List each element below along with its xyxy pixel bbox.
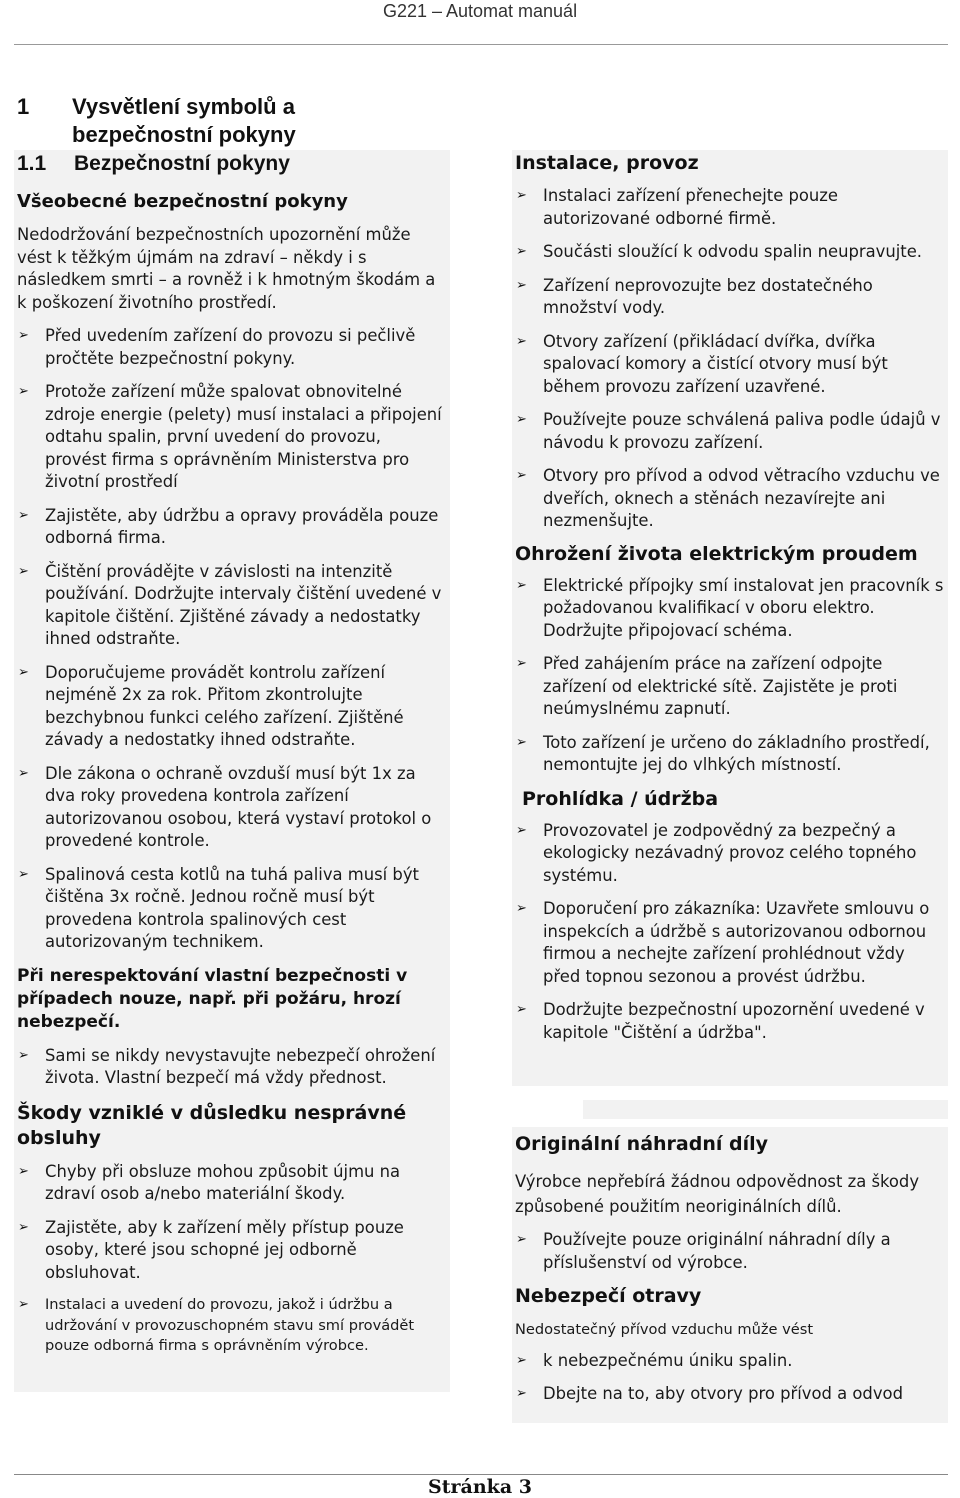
- inspection-title: Prohlídka / údržba: [522, 787, 719, 810]
- bullet-arrow-icon: ➢: [18, 563, 29, 579]
- left-column: [14, 150, 450, 1392]
- emergency-danger-title: Při nerespektování vlastní bezpečnosti v případech nouze, např. při požáru, hrozí nebezpečí.: [17, 965, 408, 1032]
- list-item: ➢ Spalinová cesta kotlů na tuhá paliva musí být čištěna 3x ročně. Jednou ročně musí být provedena kontrola spalinových cest autorizovaným technikem.: [18, 864, 419, 951]
- bullet-arrow-icon: ➢: [516, 577, 527, 593]
- list-item: ➢ Toto zařízení je určeno do základního prostředí, nemontujte jej do vlhkých místností.: [516, 732, 930, 774]
- list-item: ➢ Elektrické přípojky smí instalovat jen pracovník s požadovanou kvalifikací v oboru elektro. Dodržujte připojovací schéma.: [516, 575, 944, 640]
- bullet-arrow-icon: ➢: [516, 188, 527, 203]
- bullet-arrow-icon: ➢: [18, 384, 29, 399]
- list-item: ➢ Dbejte na to, aby otvory pro přívod a odvod: [515, 1383, 944, 1406]
- section-title: Vysvětlení symbolů a bezpečnostní pokyny: [72, 94, 296, 147]
- section-heading: [17, 93, 437, 149]
- list-item: ➢ Instalaci a uvedení do provozu, jakož i údržbu a udržování v provozuschopném stavu smí provádět pouze odborná firma s oprávněním výrobce.: [18, 1296, 415, 1354]
- bullet-arrow-icon: ➢: [516, 1386, 527, 1401]
- list-item: ➢ Otvory zařízení (přikládací dvířka, dvířka spalovací komory a čistící otvory musí být během provozu zařízení uzavřené.: [516, 331, 888, 396]
- electric-danger-title: Ohrožení života elektrickým proudem: [515, 542, 918, 565]
- spare-parts-intro: Výrobce nepřebírá žádnou odpovědnost za škody způsobené použitím neoriginálních dílů.: [515, 1172, 920, 1216]
- poisoning-intro: Nedostatečný přívod vzduchu může vést: [515, 1321, 814, 1338]
- list-item: ➢ Provozovatel je zodpovědný za bezpečný a ekologicky nezávadný provoz celého topného systému.: [516, 820, 917, 885]
- spare-parts-title: Originální náhradní díly: [515, 1133, 768, 1155]
- spare-parts-list: [515, 1229, 944, 1274]
- list-item: ➢ Doporučujeme provádět kontrolu zařízení nejméně 2x za rok. Přitom zkontrolujte bezchybnou funkci celého zařízení. Zjištěné závady a nedostatky ihned odstraňte.: [18, 662, 404, 749]
- list-item: ➢ Otvory pro přívod a odvod větracího vzduchu ve dveřích, oknech a stěnách nezavírejte ani nezmenšujte.: [516, 466, 940, 530]
- list-item: ➢ Před zahájením práce na zařízení odpojte zařízení od elektrické sítě. Zajistěte je proti neúmyslnému zapnutí.: [516, 654, 898, 718]
- subsection-heading: [17, 150, 446, 178]
- subsection-number: 1.1: [17, 152, 47, 175]
- list-item: ➢ Součásti sloužící k odvodu spalin neupravujte.: [515, 241, 944, 264]
- bullet-arrow-icon: ➢: [18, 866, 29, 882]
- bullet-arrow-icon: ➢: [18, 664, 29, 680]
- list-item: ➢ Instalaci zařízení přenechejte pouze autorizované odborné firmě.: [516, 186, 838, 228]
- list-item: ➢ Protože zařízení může spalovat obnovitelné zdroje energie (pelety) musí instalaci a připojení odtahu spalin, první uvedení do provozu, provést firma s oprávněním Ministerstva pro životní prostředí: [18, 382, 442, 491]
- list-item: ➢ Doporučení pro zákazníka: Uzavřete smlouvu o inspekcích a údržbě s autorizovanou odbornou firmou a nechejte zařízení prohlédnout vždy před topnou sezonou a provést údržbu.: [516, 899, 930, 986]
- document-header-title: G221 – Automat manuál: [382, 1, 578, 21]
- install-list: [515, 185, 944, 533]
- list-item: ➢ Používejte pouze originální náhradní díly a příslušenství od výrobce.: [516, 1230, 891, 1272]
- page-number: Stránka 3: [428, 1476, 532, 1498]
- list-item: ➢ Dodržujte bezpečnostní upozornění uvedené v kapitole "Čištění a údržba".: [516, 1000, 925, 1042]
- bullet-arrow-icon: ➢: [516, 333, 527, 349]
- shaded-strip: [583, 1100, 948, 1119]
- damage-small-list: [17, 1295, 446, 1357]
- install-title: Instalace, provoz: [515, 152, 699, 174]
- bullet-arrow-icon: ➢: [516, 822, 527, 838]
- section-number: 1: [17, 94, 30, 119]
- emergency-danger-list: [17, 1045, 446, 1090]
- list-item: ➢ Zajistěte, aby k zařízení měly přístup pouze osoby, které jsou schopné jej odborně obsluhovat.: [18, 1217, 404, 1282]
- right-column: [512, 150, 948, 1086]
- list-item: ➢ Používejte pouze schválená paliva podle údajů v návodu k provozu zařízení.: [516, 410, 941, 452]
- bullet-arrow-icon: ➢: [516, 244, 527, 259]
- bullet-arrow-icon: ➢: [516, 656, 527, 671]
- damage-title: Škody vzniklé v důsledku nesprávné obsluhy: [17, 1101, 407, 1149]
- list-item: ➢ Dle zákona o ochraně ovzduší musí být 1x za dva roky provedena kontrola zařízení autorizovanou osobou, která vystaví protokol o provedené kontrole.: [18, 763, 432, 850]
- bullet-arrow-icon: ➢: [18, 328, 29, 343]
- inspection-list: [515, 820, 944, 1045]
- list-item: ➢ Sami se nikdy nevystavujte nebezpečí ohrožení života. Vlastní bezpečí má vždy přednost.: [18, 1045, 436, 1087]
- list-item: ➢ Před uvedením zařízení do provozu si pečlivě pročtěte bezpečnostní pokyny.: [18, 326, 416, 368]
- bullet-arrow-icon: ➢: [18, 1163, 29, 1179]
- footer-divider: [14, 1474, 948, 1475]
- bullet-arrow-icon: ➢: [516, 1232, 527, 1247]
- list-item: ➢ Zařízení neprovozujte bez dostatečného množství vody.: [516, 275, 873, 317]
- bullet-arrow-icon: ➢: [18, 1047, 29, 1063]
- header-divider: [14, 44, 948, 45]
- subsection-title: Bezpečnostní pokyny: [74, 152, 290, 175]
- list-item: ➢ k nebezpečnému úniku spalin.: [515, 1350, 944, 1373]
- bullet-arrow-icon: ➢: [516, 412, 527, 427]
- poisoning-list: [515, 1350, 944, 1406]
- general-safety-list: [17, 325, 446, 954]
- bullet-arrow-icon: ➢: [516, 1002, 527, 1017]
- bullet-arrow-icon: ➢: [516, 734, 527, 750]
- general-safety-title: Všeobecné bezpečnostní pokyny: [17, 191, 348, 212]
- bullet-arrow-icon: ➢: [516, 277, 527, 293]
- bullet-arrow-icon: ➢: [516, 1352, 527, 1368]
- damage-list: [17, 1161, 446, 1285]
- bullet-arrow-icon: ➢: [18, 1219, 29, 1235]
- bullet-arrow-icon: ➢: [18, 765, 29, 781]
- bullet-arrow-icon: ➢: [516, 468, 527, 483]
- right-column-lower: [512, 1127, 948, 1423]
- list-item: ➢ Čištění provádějte v závislosti na intenzitě používání. Dodržujte intervaly čištění uvedené v kapitole čištění. Zjištěné závady a nedostatky ihned odstraňte.: [18, 561, 442, 648]
- bullet-arrow-icon: ➢: [516, 901, 527, 916]
- bullet-arrow-icon: ➢: [18, 1297, 29, 1312]
- list-item: ➢ Zajistěte, aby údržbu a opravy prováděla pouze odborná firma.: [18, 505, 439, 547]
- poisoning-title: Nebezpečí otravy: [515, 1285, 702, 1307]
- general-safety-intro: Nedodržování bezpečnostních upozornění může vést k těžkým újmám na zdraví – někdy i s následkem smrti – a rovněž i k hmotným škodám a k poškození životního prostředí.: [17, 225, 436, 312]
- electric-danger-list: [515, 575, 944, 777]
- list-item: ➢ Chyby při obsluze mohou způsobit újmu na zdraví osob a/nebo materiální škody.: [18, 1161, 401, 1203]
- bullet-arrow-icon: ➢: [18, 507, 29, 523]
